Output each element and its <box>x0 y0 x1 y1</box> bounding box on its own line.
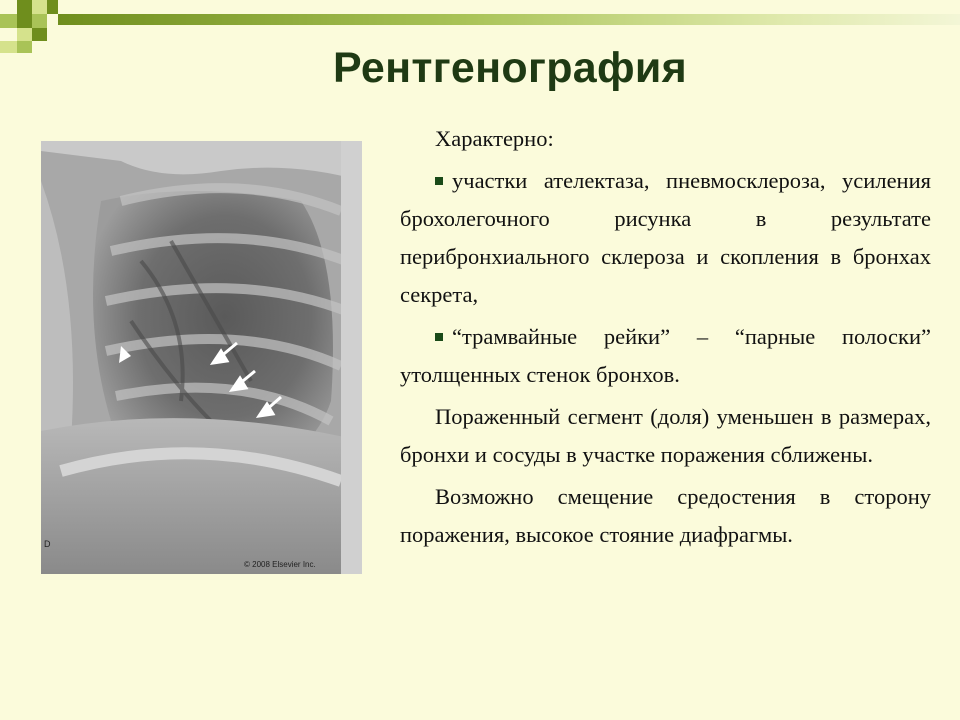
chest-xray-image <box>41 141 362 574</box>
bullet-item-1-text: участки ателектаза, пневмосклероза, усиления брохолегочного рисунка в результате перибронхиального склероза и скопления в бронхах секрета, <box>400 168 931 307</box>
decor-square-1 <box>17 0 32 15</box>
decor-square-6 <box>32 14 47 28</box>
bullet-item-2-text: “трамвайные рейки” – “парные полоски” утолщенных стенок бронхов. <box>400 324 931 387</box>
svg-text:D: D <box>44 539 51 549</box>
content-text <box>400 120 931 554</box>
paragraph-1: Пораженный сегмент (доля) уменьшен в размерах, бронхи и сосуды в участке поражения сближены. <box>400 404 931 467</box>
header-accent-bar <box>58 14 960 25</box>
decor-square-5 <box>17 14 32 28</box>
bullet-item-2 <box>400 318 931 394</box>
square-bullet-icon <box>435 177 443 185</box>
decor-square-8 <box>32 28 47 41</box>
decor-square-3 <box>47 0 58 14</box>
slide-title: Рентгенография <box>332 44 688 92</box>
decor-square-4 <box>0 14 17 28</box>
square-bullet-icon <box>435 333 443 341</box>
intro-text: Характерно: <box>435 126 554 151</box>
decor-square-7 <box>17 28 32 41</box>
bullet-item-1 <box>400 162 931 314</box>
image-copyright: © 2008 Elsevier Inc. <box>244 560 316 569</box>
decor-square-2 <box>32 0 47 15</box>
paragraph-2: Возможно смещение средостения в сторону поражения, высокое стояние диафрагмы. <box>400 484 931 547</box>
